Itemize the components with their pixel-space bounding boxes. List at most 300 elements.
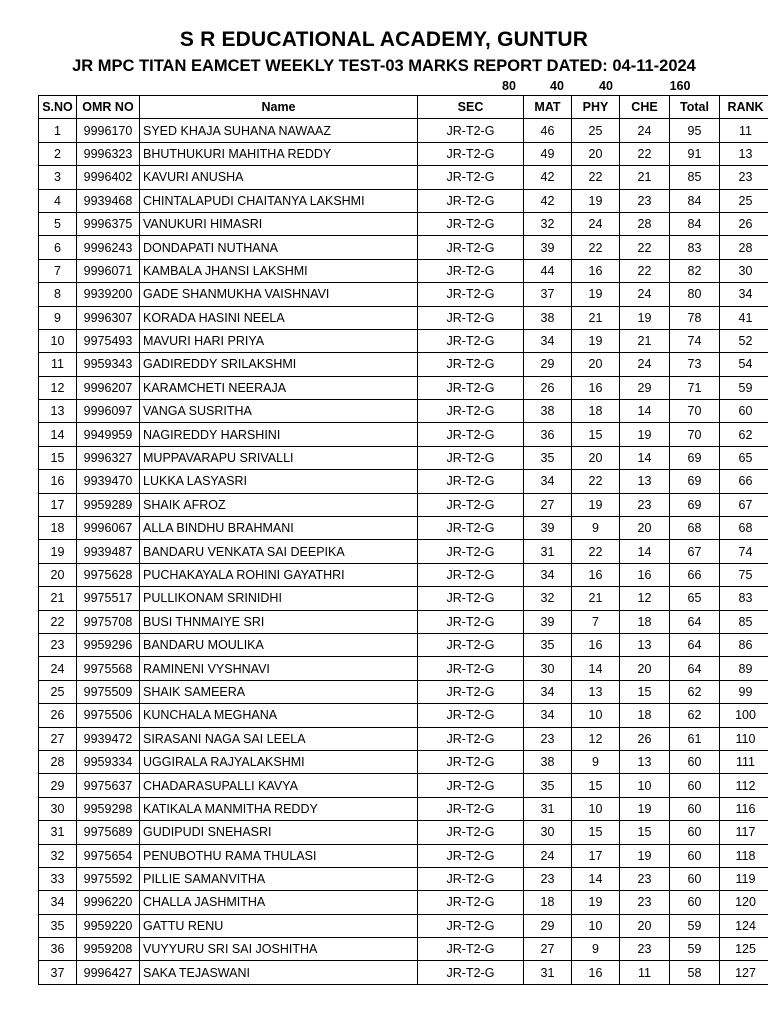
rank-cell: 99	[720, 680, 768, 703]
table-row	[39, 633, 768, 656]
phy-cell: 15	[572, 821, 620, 844]
table-row	[39, 329, 768, 352]
phy-cell: 22	[572, 540, 620, 563]
mat-cell: 37	[524, 283, 572, 306]
total-cell: 64	[670, 610, 720, 633]
omr-cell: 9996243	[77, 236, 140, 259]
phy-cell: 10	[572, 914, 620, 937]
sec-cell: JR-T2-G	[418, 446, 524, 469]
phy-cell: 17	[572, 844, 620, 867]
table-row	[39, 283, 768, 306]
omr-cell: 9939468	[77, 189, 140, 212]
rank-cell: 127	[720, 961, 768, 984]
sno-cell: 3	[39, 166, 77, 189]
sno-cell: 5	[39, 212, 77, 235]
table-row	[39, 493, 768, 516]
name-cell: PULLIKONAM SRINIDHI	[140, 587, 418, 610]
phy-cell: 19	[572, 493, 620, 516]
sno-cell: 33	[39, 867, 77, 890]
rank-cell: 25	[720, 189, 768, 212]
che-cell: 19	[620, 844, 670, 867]
sno-cell: 19	[39, 540, 77, 563]
omr-cell: 9996323	[77, 142, 140, 165]
phy-cell: 16	[572, 376, 620, 399]
mat-cell: 24	[524, 844, 572, 867]
table-row	[39, 353, 768, 376]
name-cell: VANGA SUSRITHA	[140, 400, 418, 423]
phy-cell: 22	[572, 166, 620, 189]
sno-cell: 34	[39, 891, 77, 914]
omr-cell: 9959289	[77, 493, 140, 516]
total-cell: 59	[670, 914, 720, 937]
sec-cell: JR-T2-G	[418, 610, 524, 633]
che-cell: 28	[620, 212, 670, 235]
sno-cell: 24	[39, 657, 77, 680]
sec-cell: JR-T2-G	[418, 844, 524, 867]
che-cell: 22	[620, 259, 670, 282]
name-cell: CHINTALAPUDI CHAITANYA LAKSHMI	[140, 189, 418, 212]
sno-cell: 20	[39, 563, 77, 586]
table-row	[39, 750, 768, 773]
che-cell: 23	[620, 938, 670, 961]
sno-cell: 32	[39, 844, 77, 867]
rank-cell: 52	[720, 329, 768, 352]
che-cell: 23	[620, 493, 670, 516]
sno-cell: 6	[39, 236, 77, 259]
mat-cell: 34	[524, 680, 572, 703]
mat-cell: 29	[524, 353, 572, 376]
sec-cell: JR-T2-G	[418, 166, 524, 189]
sec-cell: JR-T2-G	[418, 587, 524, 610]
sno-cell: 27	[39, 727, 77, 750]
name-cell: SHAIK SAMEERA	[140, 680, 418, 703]
rank-cell: 60	[720, 400, 768, 423]
omr-cell: 9975568	[77, 657, 140, 680]
omr-cell: 9939472	[77, 727, 140, 750]
che-cell: 13	[620, 470, 670, 493]
rank-cell: 23	[720, 166, 768, 189]
mat-cell: 35	[524, 774, 572, 797]
sno-cell: 4	[39, 189, 77, 212]
rank-cell: 118	[720, 844, 768, 867]
che-cell: 21	[620, 166, 670, 189]
rank-cell: 13	[720, 142, 768, 165]
table-row	[39, 657, 768, 680]
omr-cell: 9939487	[77, 540, 140, 563]
table-row	[39, 797, 768, 820]
che-cell: 12	[620, 587, 670, 610]
name-cell: RAMINENI VYSHNAVI	[140, 657, 418, 680]
name-cell: GADE SHANMUKHA VAISHNAVI	[140, 283, 418, 306]
che-cell: 29	[620, 376, 670, 399]
che-cell: 22	[620, 236, 670, 259]
omr-cell: 9996207	[77, 376, 140, 399]
sec-cell: JR-T2-G	[418, 329, 524, 352]
sec-cell: JR-T2-G	[418, 517, 524, 540]
phy-cell: 13	[572, 680, 620, 703]
omr-cell: 9959208	[77, 938, 140, 961]
rank-cell: 11	[720, 119, 768, 142]
che-cell: 14	[620, 400, 670, 423]
sec-cell: JR-T2-G	[418, 821, 524, 844]
sno-cell: 29	[39, 774, 77, 797]
mat-cell: 26	[524, 376, 572, 399]
sec-cell: JR-T2-G	[418, 867, 524, 890]
table-row	[39, 938, 768, 961]
name-cell: ALLA BINDHU BRAHMANI	[140, 517, 418, 540]
col-header-phy: PHY	[572, 96, 620, 119]
rank-cell: 75	[720, 563, 768, 586]
sec-cell: JR-T2-G	[418, 633, 524, 656]
total-cell: 69	[670, 470, 720, 493]
mat-cell: 38	[524, 750, 572, 773]
marks-table	[38, 95, 768, 985]
name-cell: DONDAPATI NUTHANA	[140, 236, 418, 259]
total-cell: 91	[670, 142, 720, 165]
table-row	[39, 727, 768, 750]
che-cell: 14	[620, 446, 670, 469]
phy-cell: 20	[572, 142, 620, 165]
total-cell: 60	[670, 891, 720, 914]
che-cell: 23	[620, 189, 670, 212]
total-cell: 95	[670, 119, 720, 142]
sec-cell: JR-T2-G	[418, 119, 524, 142]
sec-cell: JR-T2-G	[418, 680, 524, 703]
sec-cell: JR-T2-G	[418, 493, 524, 516]
col-header-total: Total	[670, 96, 720, 119]
total-cell: 60	[670, 797, 720, 820]
sec-cell: JR-T2-G	[418, 353, 524, 376]
header-row	[39, 96, 768, 119]
table-row	[39, 563, 768, 586]
che-cell: 19	[620, 797, 670, 820]
mat-cell: 31	[524, 797, 572, 820]
sec-cell: JR-T2-G	[418, 657, 524, 680]
omr-cell: 9975506	[77, 704, 140, 727]
name-cell: LUKKA LASYASRI	[140, 470, 418, 493]
omr-cell: 9975689	[77, 821, 140, 844]
name-cell: BANDARU MOULIKA	[140, 633, 418, 656]
total-cell: 61	[670, 727, 720, 750]
phy-cell: 16	[572, 563, 620, 586]
phy-cell: 25	[572, 119, 620, 142]
rank-cell: 41	[720, 306, 768, 329]
total-cell: 84	[670, 212, 720, 235]
name-cell: BUSI THNMAIYE SRI	[140, 610, 418, 633]
col-header-sec: SEC	[418, 96, 524, 119]
omr-cell: 9996327	[77, 446, 140, 469]
total-cell: 62	[670, 680, 720, 703]
rank-cell: 85	[720, 610, 768, 633]
max-marks-total: 160	[669, 79, 691, 93]
max-marks-che: 40	[599, 79, 613, 93]
phy-cell: 16	[572, 633, 620, 656]
name-cell: PUCHAKAYALA ROHINI GAYATHRI	[140, 563, 418, 586]
name-cell: GADIREDDY SRILAKSHMI	[140, 353, 418, 376]
name-cell: SHAIK AFROZ	[140, 493, 418, 516]
table-row	[39, 587, 768, 610]
sec-cell: JR-T2-G	[418, 376, 524, 399]
name-cell: SAKA TEJASWANI	[140, 961, 418, 984]
table-row	[39, 423, 768, 446]
total-cell: 58	[670, 961, 720, 984]
rank-cell: 117	[720, 821, 768, 844]
table-row	[39, 376, 768, 399]
col-header-name: Name	[140, 96, 418, 119]
sec-cell: JR-T2-G	[418, 259, 524, 282]
omr-cell: 9996307	[77, 306, 140, 329]
mat-cell: 34	[524, 470, 572, 493]
che-cell: 14	[620, 540, 670, 563]
name-cell: KUNCHALA MEGHANA	[140, 704, 418, 727]
name-cell: CHADARASUPALLI KAVYA	[140, 774, 418, 797]
omr-cell: 9996071	[77, 259, 140, 282]
table-row	[39, 470, 768, 493]
total-cell: 60	[670, 844, 720, 867]
sno-cell: 30	[39, 797, 77, 820]
mat-cell: 34	[524, 563, 572, 586]
total-cell: 60	[670, 750, 720, 773]
phy-cell: 24	[572, 212, 620, 235]
rank-cell: 59	[720, 376, 768, 399]
rank-cell: 66	[720, 470, 768, 493]
table-row	[39, 236, 768, 259]
rank-cell: 67	[720, 493, 768, 516]
name-cell: CHALLA JASHMITHA	[140, 891, 418, 914]
rank-cell: 65	[720, 446, 768, 469]
omr-cell: 9996220	[77, 891, 140, 914]
rank-cell: 26	[720, 212, 768, 235]
che-cell: 20	[620, 657, 670, 680]
phy-cell: 7	[572, 610, 620, 633]
name-cell: GUDIPUDI SNEHASRI	[140, 821, 418, 844]
sno-cell: 21	[39, 587, 77, 610]
rank-cell: 100	[720, 704, 768, 727]
rank-cell: 28	[720, 236, 768, 259]
omr-cell: 9975592	[77, 867, 140, 890]
name-cell: PILLIE SAMANVITHA	[140, 867, 418, 890]
rank-cell: 116	[720, 797, 768, 820]
table-row	[39, 259, 768, 282]
mat-cell: 39	[524, 517, 572, 540]
che-cell: 16	[620, 563, 670, 586]
che-cell: 18	[620, 610, 670, 633]
omr-cell: 9996170	[77, 119, 140, 142]
total-cell: 69	[670, 493, 720, 516]
sno-cell: 35	[39, 914, 77, 937]
rank-cell: 110	[720, 727, 768, 750]
omr-cell: 9975637	[77, 774, 140, 797]
name-cell: SIRASANI NAGA SAI LEELA	[140, 727, 418, 750]
sec-cell: JR-T2-G	[418, 212, 524, 235]
mat-cell: 39	[524, 236, 572, 259]
mat-cell: 38	[524, 306, 572, 329]
total-cell: 64	[670, 633, 720, 656]
mat-cell: 42	[524, 189, 572, 212]
che-cell: 23	[620, 867, 670, 890]
total-cell: 78	[670, 306, 720, 329]
table-row	[39, 821, 768, 844]
che-cell: 20	[620, 517, 670, 540]
total-cell: 70	[670, 400, 720, 423]
sno-cell: 14	[39, 423, 77, 446]
table-row	[39, 704, 768, 727]
col-header-mat: MAT	[524, 96, 572, 119]
col-header-sno: S.NO	[39, 96, 77, 119]
max-marks-phy: 40	[550, 79, 564, 93]
sec-cell: JR-T2-G	[418, 774, 524, 797]
sec-cell: JR-T2-G	[418, 797, 524, 820]
che-cell: 24	[620, 283, 670, 306]
phy-cell: 14	[572, 867, 620, 890]
mat-cell: 35	[524, 446, 572, 469]
total-cell: 85	[670, 166, 720, 189]
table-row	[39, 610, 768, 633]
omr-cell: 9975509	[77, 680, 140, 703]
sno-cell: 8	[39, 283, 77, 306]
phy-cell: 19	[572, 283, 620, 306]
sno-cell: 13	[39, 400, 77, 423]
total-cell: 82	[670, 259, 720, 282]
phy-cell: 15	[572, 423, 620, 446]
table-row	[39, 961, 768, 984]
name-cell: VANUKURI HIMASRI	[140, 212, 418, 235]
sno-cell: 18	[39, 517, 77, 540]
rank-cell: 89	[720, 657, 768, 680]
total-cell: 65	[670, 587, 720, 610]
sno-cell: 31	[39, 821, 77, 844]
max-marks-mat: 80	[502, 79, 516, 93]
col-header-che: CHE	[620, 96, 670, 119]
name-cell: KORADA HASINI NEELA	[140, 306, 418, 329]
table-row	[39, 212, 768, 235]
che-cell: 15	[620, 821, 670, 844]
total-cell: 80	[670, 283, 720, 306]
sec-cell: JR-T2-G	[418, 236, 524, 259]
total-cell: 71	[670, 376, 720, 399]
col-header-omr: OMR NO	[77, 96, 140, 119]
phy-cell: 9	[572, 517, 620, 540]
sec-cell: JR-T2-G	[418, 540, 524, 563]
mat-cell: 34	[524, 329, 572, 352]
total-cell: 59	[670, 938, 720, 961]
che-cell: 26	[620, 727, 670, 750]
mat-cell: 31	[524, 961, 572, 984]
omr-cell: 9996097	[77, 400, 140, 423]
omr-cell: 9996427	[77, 961, 140, 984]
name-cell: VUYYURU SRI SAI JOSHITHA	[140, 938, 418, 961]
omr-cell: 9949959	[77, 423, 140, 446]
sno-cell: 25	[39, 680, 77, 703]
mat-cell: 44	[524, 259, 572, 282]
phy-cell: 19	[572, 329, 620, 352]
sec-cell: JR-T2-G	[418, 563, 524, 586]
omr-cell: 9996067	[77, 517, 140, 540]
rank-cell: 119	[720, 867, 768, 890]
che-cell: 24	[620, 119, 670, 142]
che-cell: 19	[620, 306, 670, 329]
mat-cell: 34	[524, 704, 572, 727]
phy-cell: 9	[572, 938, 620, 961]
omr-cell: 9975708	[77, 610, 140, 633]
name-cell: GATTU RENU	[140, 914, 418, 937]
mat-cell: 32	[524, 587, 572, 610]
mat-cell: 29	[524, 914, 572, 937]
table-row	[39, 306, 768, 329]
phy-cell: 19	[572, 891, 620, 914]
name-cell: KARAMCHETI NEERAJA	[140, 376, 418, 399]
sno-cell: 26	[39, 704, 77, 727]
total-cell: 73	[670, 353, 720, 376]
name-cell: NAGIREDDY HARSHINI	[140, 423, 418, 446]
rank-cell: 62	[720, 423, 768, 446]
phy-cell: 10	[572, 704, 620, 727]
total-cell: 64	[670, 657, 720, 680]
total-cell: 67	[670, 540, 720, 563]
name-cell: MAVURI HARI PRIYA	[140, 329, 418, 352]
mat-cell: 23	[524, 867, 572, 890]
total-cell: 60	[670, 774, 720, 797]
sno-cell: 22	[39, 610, 77, 633]
table-row	[39, 400, 768, 423]
sno-cell: 2	[39, 142, 77, 165]
phy-cell: 16	[572, 259, 620, 282]
total-cell: 62	[670, 704, 720, 727]
phy-cell: 21	[572, 587, 620, 610]
mat-cell: 49	[524, 142, 572, 165]
phy-cell: 14	[572, 657, 620, 680]
mat-cell: 31	[524, 540, 572, 563]
rank-cell: 120	[720, 891, 768, 914]
rank-cell: 30	[720, 259, 768, 282]
table-row	[39, 517, 768, 540]
sec-cell: JR-T2-G	[418, 914, 524, 937]
sno-cell: 28	[39, 750, 77, 773]
table-row	[39, 844, 768, 867]
name-cell: KAMBALA JHANSI LAKSHMI	[140, 259, 418, 282]
mat-cell: 46	[524, 119, 572, 142]
rank-cell: 54	[720, 353, 768, 376]
col-header-rank: RANK	[720, 96, 768, 119]
total-cell: 70	[670, 423, 720, 446]
phy-cell: 9	[572, 750, 620, 773]
omr-cell: 9996402	[77, 166, 140, 189]
name-cell: BHUTHUKURI MAHITHA REDDY	[140, 142, 418, 165]
mat-cell: 27	[524, 938, 572, 961]
table-row	[39, 867, 768, 890]
che-cell: 20	[620, 914, 670, 937]
sec-cell: JR-T2-G	[418, 704, 524, 727]
total-cell: 60	[670, 867, 720, 890]
mat-cell: 38	[524, 400, 572, 423]
che-cell: 15	[620, 680, 670, 703]
phy-cell: 15	[572, 774, 620, 797]
omr-cell: 9975654	[77, 844, 140, 867]
sec-cell: JR-T2-G	[418, 142, 524, 165]
table-row	[39, 189, 768, 212]
sec-cell: JR-T2-G	[418, 961, 524, 984]
phy-cell: 18	[572, 400, 620, 423]
sno-cell: 23	[39, 633, 77, 656]
sno-cell: 10	[39, 329, 77, 352]
omr-cell: 9959296	[77, 633, 140, 656]
che-cell: 19	[620, 423, 670, 446]
name-cell: SYED KHAJA SUHANA NAWAAZ	[140, 119, 418, 142]
phy-cell: 16	[572, 961, 620, 984]
sec-cell: JR-T2-G	[418, 423, 524, 446]
sec-cell: JR-T2-G	[418, 400, 524, 423]
omr-cell: 9975517	[77, 587, 140, 610]
